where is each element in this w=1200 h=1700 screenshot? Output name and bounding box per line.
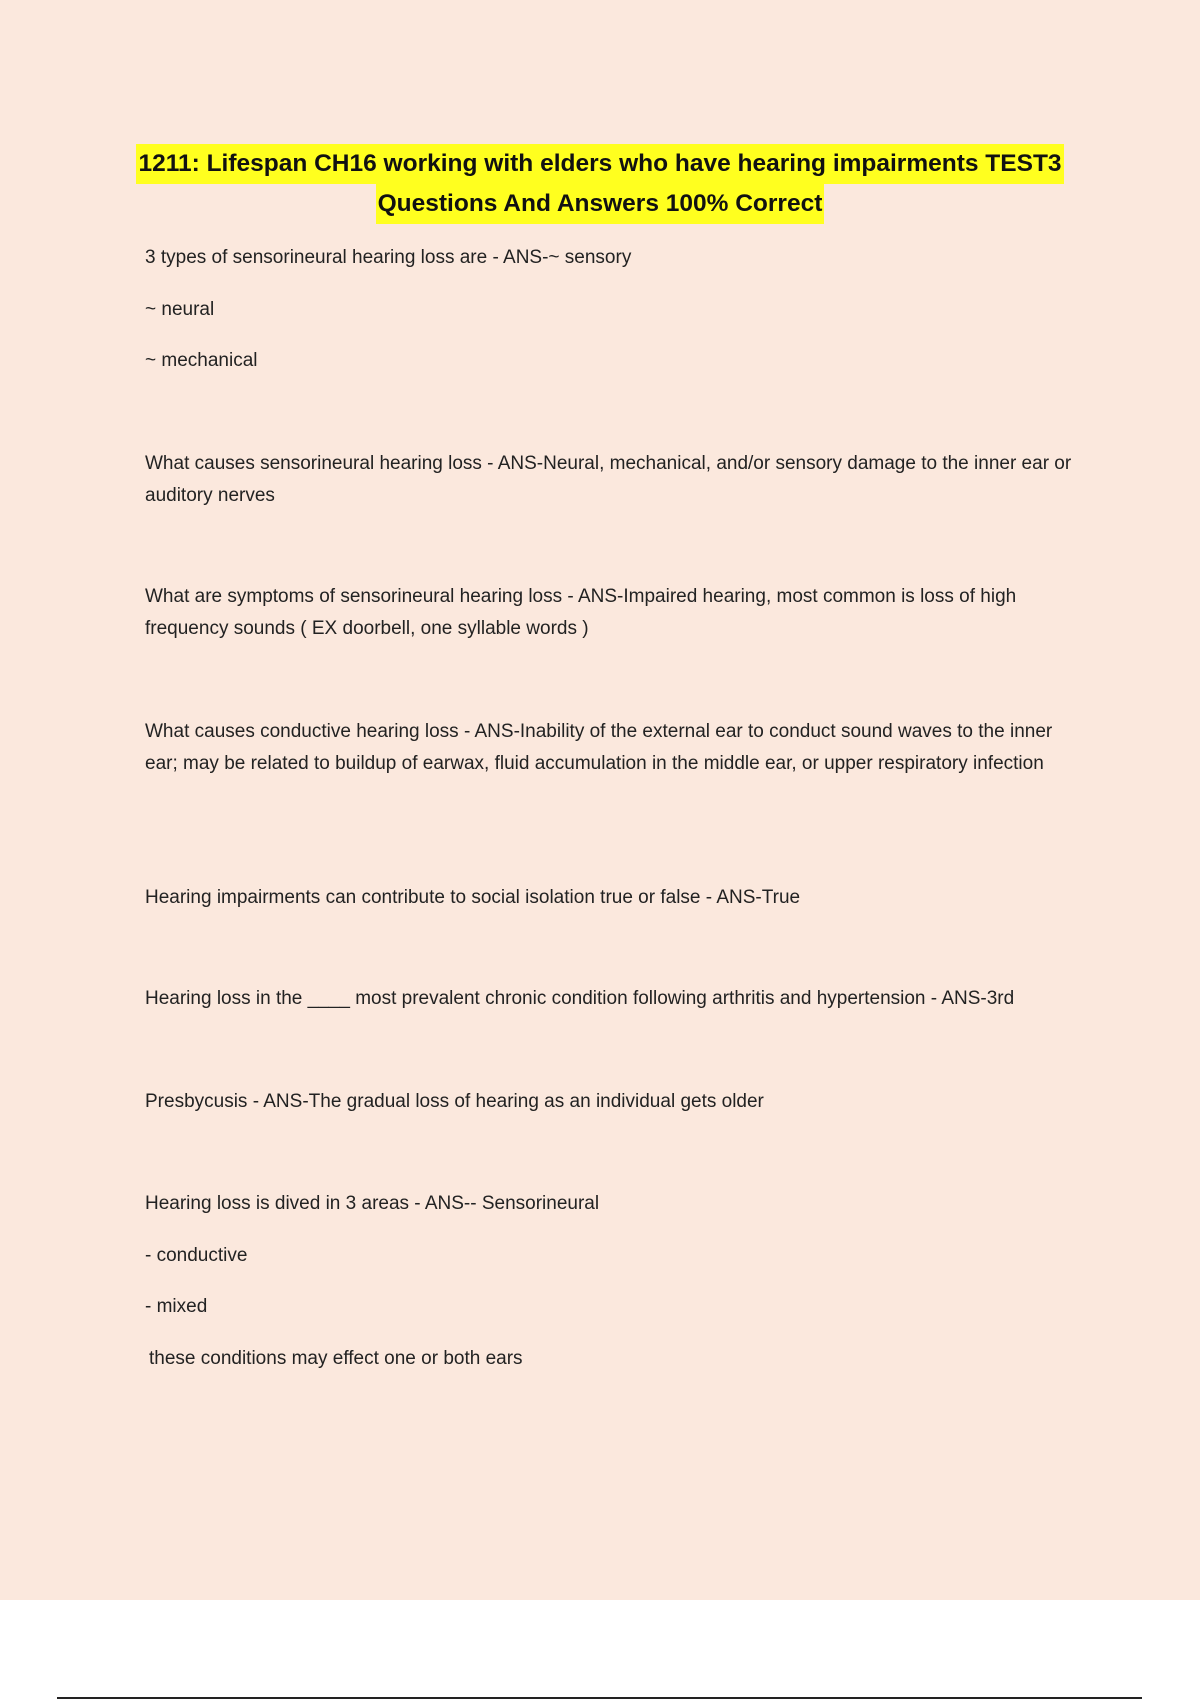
paragraph: Hearing loss in the ____ most prevalent chronic condition following arthritis and hypertension - ANS-3rd (145, 988, 1015, 1009)
paragraph: Hearing loss is dived in 3 areas - ANS-- Sensorineural (145, 1193, 600, 1214)
document-title (0, 144, 1200, 224)
paragraph: 3 types of sensorineural hearing loss are - ANS-~ sensory (145, 247, 632, 268)
paragraph: Hearing impairments can contribute to social isolation true or false - ANS-True (145, 887, 801, 908)
paragraph: - conductive (145, 1245, 248, 1266)
footer-divider (57, 1697, 1142, 1699)
paragraph: What causes sensorineural hearing loss - ANS-Neural, mechanical, and/or sensory damage to the inner ear or auditory nerves (145, 453, 1072, 506)
paragraph: Presbycusis - ANS-The gradual loss of hearing as an individual gets older (145, 1091, 764, 1112)
paragraph: - mixed (145, 1296, 208, 1317)
paragraph: What causes conductive hearing loss - ANS-Inability of the external ear to conduct sound waves to the inner ear; may be related to buildup of earwax, fluid accumulation in the middle ear, or upper respiratory infection (145, 721, 1053, 774)
title-line-1: 1211: Lifespan CH16 working with elders who have hearing impairments TEST3 (136, 144, 1063, 184)
paragraph: What are symptoms of sensorineural hearing loss - ANS-Impaired hearing, most common is loss of high frequency sounds ( EX doorbell, one syllable words ) (145, 586, 1017, 639)
paragraph: these conditions may effect one or both ears (149, 1348, 523, 1369)
paragraph: ~ neural (145, 299, 215, 320)
paragraph: ~ mechanical (145, 350, 258, 371)
title-line-2: Questions And Answers 100% Correct (376, 184, 825, 224)
